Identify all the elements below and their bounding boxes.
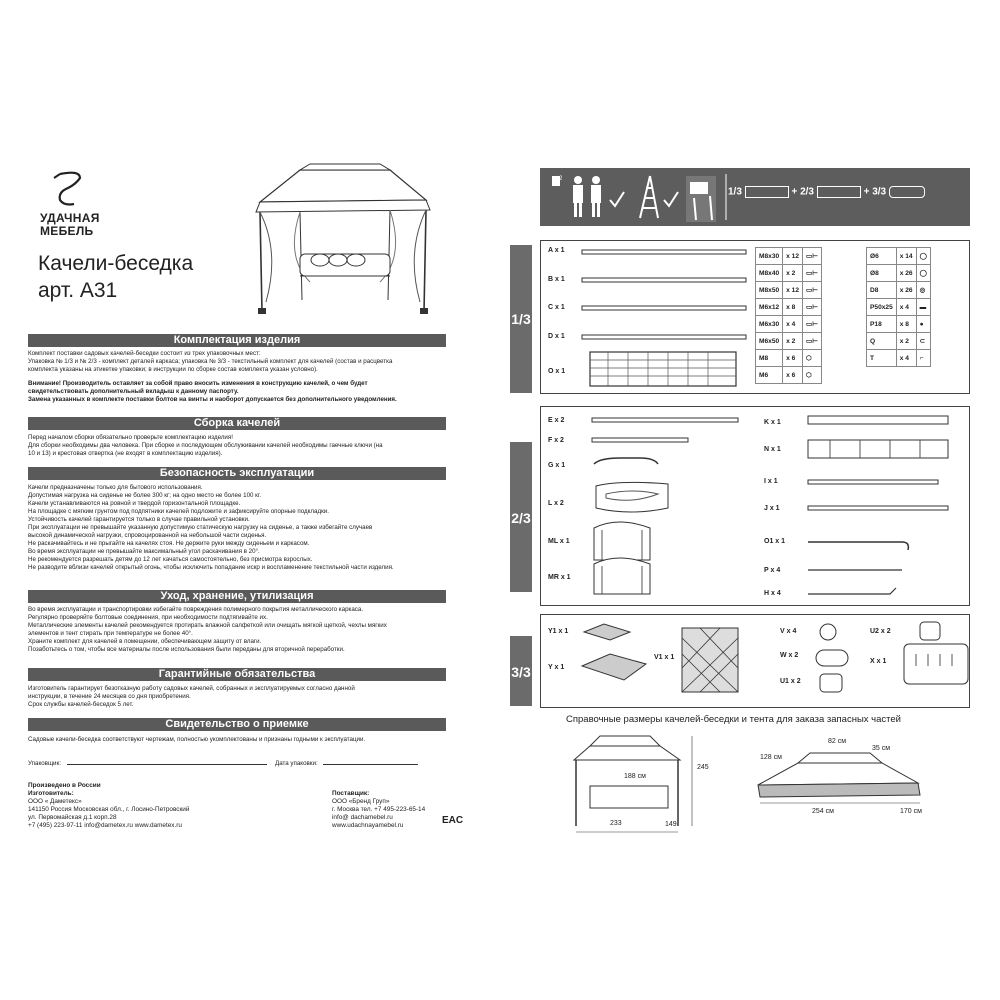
hw-row — [756, 265, 822, 282]
text-line: www.udachnayamebel.ru — [332, 822, 404, 829]
hw-qty: x 26 — [896, 265, 916, 282]
dim-seat: 188 см — [624, 773, 646, 780]
hw-row — [867, 333, 931, 350]
section-care-heading: Уход, хранение, утилизация — [28, 590, 446, 603]
dim-width: 233 — [610, 820, 622, 827]
pack-3-textile-drawing — [580, 618, 970, 706]
part-d: D x 1 — [548, 333, 565, 340]
bolt-icon: ▭⊢ — [803, 265, 822, 282]
hw-name: M6x12 — [756, 299, 783, 316]
cap-icon: ▬ — [916, 299, 930, 316]
part-b: B x 1 — [548, 276, 565, 283]
text-line: г. Москва тел. +7 495-223-65-14 — [332, 806, 426, 813]
part-c: C x 1 — [548, 304, 565, 311]
hw-qty: x 6 — [783, 350, 803, 367]
hw-qty: x 8 — [783, 299, 803, 316]
part-o1: O1 x 1 — [764, 538, 786, 545]
section-warranty-heading: Гарантийные обязательства — [28, 668, 446, 681]
hw-name: Q — [867, 333, 897, 350]
pack-1-parts-drawing — [578, 244, 750, 390]
textile-icon — [889, 186, 925, 198]
part-o: O x 1 — [548, 368, 566, 375]
hw-row — [867, 299, 931, 316]
nut-icon: ⬡ — [803, 367, 822, 384]
text-line: Не рекомендуется разрешать детям до 12 лет качаться самостоятельно, без присмотра взрослых. — [28, 556, 313, 563]
people-count: x2 — [556, 176, 563, 182]
text-line: Во время эксплуатации не превышайте максимальный угол раскачивания в 20°. — [28, 548, 260, 555]
made-in: Произведено в России — [28, 782, 101, 789]
dim-depth: 149 — [665, 821, 677, 828]
text-line: Не раскачивайтесь и не прыгайте на качелях стоя. Не держите руки между сиденьем и каркасом. — [28, 540, 310, 547]
text-line: ул. Первомайская д.1 корп.28 — [28, 814, 117, 821]
bracket-icon: ⌐ — [916, 350, 930, 367]
text-line: На площадке с мягким грунтом под подпятники качелей подложите и зафиксируйте опорные подкладки. — [28, 508, 329, 515]
nut-icon: ⬡ — [803, 350, 822, 367]
seat-cushion-icon — [904, 644, 968, 684]
part-w: W x 2 — [780, 652, 799, 659]
hw-row — [756, 299, 822, 316]
hw-qty: x 12 — [783, 282, 803, 299]
section-kit-heading: Комплектация изделия — [28, 334, 446, 347]
two-people-icon — [573, 176, 601, 217]
text-line: При эксплуатации не превышайте указанную допустимую статическую нагрузку на сиденье, а также избегайте случаев — [28, 524, 373, 531]
hw-qty: x 4 — [783, 316, 803, 333]
hw-qty: x 2 — [783, 265, 803, 282]
hw-name: M6 — [756, 367, 783, 384]
supplier-block — [332, 790, 425, 830]
text-line: Садовые качели-беседка соответствуют чертежам, полностью укомплектованы и признаны годными к эксплуатации. — [28, 736, 366, 743]
packer-signature — [28, 760, 267, 768]
dim-canopy-254: 254 см — [812, 808, 834, 815]
pack-1-label: 1/3 — [728, 186, 742, 198]
bolt-icon: ▭⊢ — [803, 248, 822, 265]
hw-name: M8x50 — [756, 282, 783, 299]
hw-qty: x 2 — [783, 333, 803, 350]
pack-2-text: 2/3 — [511, 510, 531, 526]
text-line: Упаковка № 1/3 и № 2/3 - комплект деталей каркаса; упаковка № 3/3 - текстильный комплект для качелей (состав и расцветка — [28, 358, 393, 365]
text-line: Качели устанавливаются на ровной и твердой горизонтальной площадке. — [28, 500, 241, 507]
text-line: ООО « Даметекс» — [28, 798, 82, 805]
pack-2-label: 2/3 — [800, 186, 814, 198]
text-line: Регулярно проверяйте болтовые соединения, при необходимости подтягивайте их. — [28, 614, 268, 621]
part-h: H x 4 — [764, 590, 781, 597]
box-icon — [817, 186, 861, 198]
text-line: Внимание! Производитель оставляет за собой право вносить изменения в конструкцию качелей, о чем будет — [28, 380, 368, 387]
bolt-icon: ▭⊢ — [803, 299, 822, 316]
ladder-icon — [640, 176, 658, 218]
plus-sign: + — [863, 186, 870, 198]
plus-sign: + — [791, 186, 798, 198]
hw-row — [867, 350, 931, 367]
text-line: Для сборки необходимы два человека. При сборке и последующем обслуживании качелей необходимы гаечные ключи (на — [28, 442, 383, 449]
hw-row — [756, 282, 822, 299]
part-ml: ML x 1 — [548, 538, 570, 545]
section-care-text — [28, 606, 387, 654]
section-safety-heading: Безопасность эксплуатации — [28, 467, 446, 480]
hw-row — [867, 248, 931, 265]
hw-qty: x 4 — [896, 299, 916, 316]
text-line: комплекта указаны на этикетке упаковки; в инструкции по сборке состав комплекта указан условно). — [28, 366, 318, 373]
text-line: Позаботьтесь о том, чтобы все материалы после использования были переданы для вторичной переработки. — [28, 646, 345, 653]
text-line: свидетельствовать дополнительный вкладыш к данному паспорту. — [28, 388, 239, 395]
text-line: Храните комплект для качелей в помещении, обеспечивающем защиту от влаги. — [28, 638, 262, 645]
part-j: J x 1 — [764, 505, 780, 512]
hw-name: P18 — [867, 316, 897, 333]
text-line: Не разводите вблизи качелей открытый огонь, чтобы исключить попадание искр и воспламенение текстильной части изделия. — [28, 564, 394, 571]
section-assembly-text — [28, 434, 383, 458]
text-line: Во время эксплуатации и транспортировки избегайте повреждения полимерного покрытия металлического каркаса. — [28, 606, 364, 613]
dim-canopy-35: 35 см — [872, 745, 891, 752]
hw-row — [867, 282, 931, 299]
part-mr: MR x 1 — [548, 574, 571, 581]
hook-icon: ⊂ — [916, 333, 930, 350]
part-i: I x 1 — [764, 478, 778, 485]
toolbox-icon — [690, 182, 708, 194]
section-warranty-text — [28, 685, 355, 709]
text-line: ООО «Бренд Груп» — [332, 798, 390, 805]
hardware-table-right — [866, 247, 931, 367]
part-n: N x 1 — [764, 446, 781, 453]
text-line: info@ dachamebel.ru — [332, 814, 393, 821]
hw-qty: x 12 — [783, 248, 803, 265]
check-icon — [610, 192, 624, 206]
date-label: Дата упаковки: — [275, 760, 318, 767]
part-y1: Y1 x 1 — [548, 628, 569, 635]
hw-qty: x 8 — [896, 316, 916, 333]
gazebo-illustration — [240, 162, 440, 332]
product-name: Качели-беседка — [38, 252, 194, 275]
text-line: Изготовитель гарантирует безотказную работу садовых качелей, собранных и эксплуатируемых согласно данной — [28, 685, 355, 692]
box-icon — [745, 186, 789, 198]
section-kit-text — [28, 350, 397, 404]
hw-row — [756, 350, 822, 367]
text-line: высокой динамической нагрузки, спровоцированной на небольшой части сиденья. — [28, 532, 267, 539]
text-line: Замена указанных в комплекте поставки болтов на винты и наоборот допускается без дополнительного уведомления. — [28, 396, 397, 403]
pack-3-side-label — [510, 636, 532, 706]
part-v: V x 4 — [780, 628, 797, 635]
section-safety-text — [28, 484, 394, 572]
part-u1: U1 x 2 — [780, 678, 801, 685]
bolt-icon: ▭⊢ — [803, 333, 822, 350]
text-line: 10 и 13) и крестовая отвертка (не входят в комплектацию изделия). — [28, 450, 223, 457]
hw-row — [867, 316, 931, 333]
brand-line2: МЕБЕЛЬ — [40, 224, 94, 238]
dim-canopy-128: 128 см — [760, 754, 782, 761]
part-f: F x 2 — [548, 437, 564, 444]
hw-name: M8 — [756, 350, 783, 367]
brand-logo-icon — [50, 168, 98, 208]
hw-name: P50x25 — [867, 299, 897, 316]
dimensions-caption: Справочные размеры качелей-беседки и тента для заказа запасных частей — [566, 714, 901, 725]
text-line: Допустимая нагрузка на сиденье не более 300 кг; на одно место не более 100 кг. — [28, 492, 262, 499]
text-line: Срок службы качелей-беседок 5 лет. — [28, 701, 134, 708]
hw-qty: x 26 — [896, 282, 916, 299]
text-line: Комплект поставки садовых качелей-беседки состоит из трех упаковочных мест: — [28, 350, 261, 357]
pack-2-parts-drawing — [590, 410, 960, 602]
pack-3-text: 3/3 — [511, 664, 531, 680]
section-assembly-heading: Сборка качелей — [28, 417, 446, 430]
hw-name: M8x30 — [756, 248, 783, 265]
hw-name: Ø8 — [867, 265, 897, 282]
hw-row — [756, 367, 822, 384]
text-line: инструкции, в течение 24 месяцев со дня приобретения. — [28, 693, 191, 700]
hardware-table-left — [755, 247, 822, 384]
manufacturer-block — [28, 782, 189, 830]
text-line: Металлические элементы качелей рекомендуется протирать влажной салфеткой или очищать мягкой щеткой, чехлы мягких — [28, 622, 387, 629]
pack-1-text: 1/3 — [511, 311, 531, 327]
text-line: 141150 Россия Московская обл., г. Лосино-Петровский — [28, 806, 190, 813]
pack-3-label: 3/3 — [872, 186, 887, 198]
supplier-label: Поставщик: — [332, 790, 370, 797]
pack-sequence — [728, 186, 925, 198]
manufacturer-label: Изготовитель: — [28, 790, 74, 797]
hw-name: Ø6 — [867, 248, 897, 265]
hw-name: M6x50 — [756, 333, 783, 350]
part-p: P x 4 — [764, 567, 781, 574]
bolt-icon: ▭⊢ — [803, 282, 822, 299]
pack-2-side-label — [510, 442, 532, 592]
brand-line1: УДАЧНАЯ — [40, 211, 100, 225]
hw-qty: x 4 — [896, 350, 916, 367]
eac-mark: EAC — [442, 815, 464, 826]
pillow-icon — [820, 624, 836, 640]
text-line: Качели предназначены только для бытового использования. — [28, 484, 203, 491]
hw-row — [756, 333, 822, 350]
packing-date — [275, 760, 418, 768]
washer-icon: ◎ — [916, 282, 930, 299]
part-v1: V1 x 1 — [654, 654, 675, 661]
pack-1-side-label — [510, 245, 532, 393]
hw-qty: x 2 — [896, 333, 916, 350]
product-article: арт. А31 — [38, 279, 118, 302]
hw-qty: x 14 — [896, 248, 916, 265]
product-title — [38, 250, 193, 304]
hw-name: M6x30 — [756, 316, 783, 333]
part-x: X x 1 — [870, 658, 887, 665]
text-line: Устойчивость качелей гарантируется только в случае правильной установки. — [28, 516, 250, 523]
hw-qty: x 6 — [783, 367, 803, 384]
text-line: элементов и тент стирать при температуре не более 40°. — [28, 630, 193, 637]
section-acceptance-text — [28, 736, 365, 744]
section-acceptance-heading: Свидетельство о приемке — [28, 718, 446, 731]
text-line: Перед началом сборки обязательно проверьте комплектацию изделия! — [28, 434, 233, 441]
cushion-icon — [820, 674, 842, 692]
washer-icon: ◯ — [916, 248, 930, 265]
hw-name: T — [867, 350, 897, 367]
hw-row — [756, 248, 822, 265]
part-e: E x 2 — [548, 417, 565, 424]
hw-name: D8 — [867, 282, 897, 299]
bolt-icon: ▭⊢ — [803, 316, 822, 333]
part-k: K x 1 — [764, 419, 781, 426]
packer-label: Упаковщик: — [28, 760, 61, 767]
text-line: +7 (495) 223-97-11 info@dametex.ru www.dametex.ru — [28, 822, 182, 829]
dim-height: 245 — [697, 764, 709, 771]
dim-canopy-82: 82 см — [828, 738, 847, 745]
brand-name — [40, 212, 100, 238]
hw-name: M8x40 — [756, 265, 783, 282]
dim-canopy-170: 170 см — [900, 808, 922, 815]
part-u2: U2 x 2 — [870, 628, 891, 635]
bolster-icon — [816, 650, 848, 666]
part-a: A x 1 — [548, 247, 565, 254]
hw-row — [756, 316, 822, 333]
part-g: G x 1 — [548, 462, 566, 469]
part-y: Y x 1 — [548, 664, 565, 671]
swing-dimensions-drawing — [570, 730, 710, 838]
hw-row — [867, 265, 931, 282]
part-l: L x 2 — [548, 500, 564, 507]
cap-icon: ● — [916, 316, 930, 333]
washer-icon: ◯ — [916, 265, 930, 282]
